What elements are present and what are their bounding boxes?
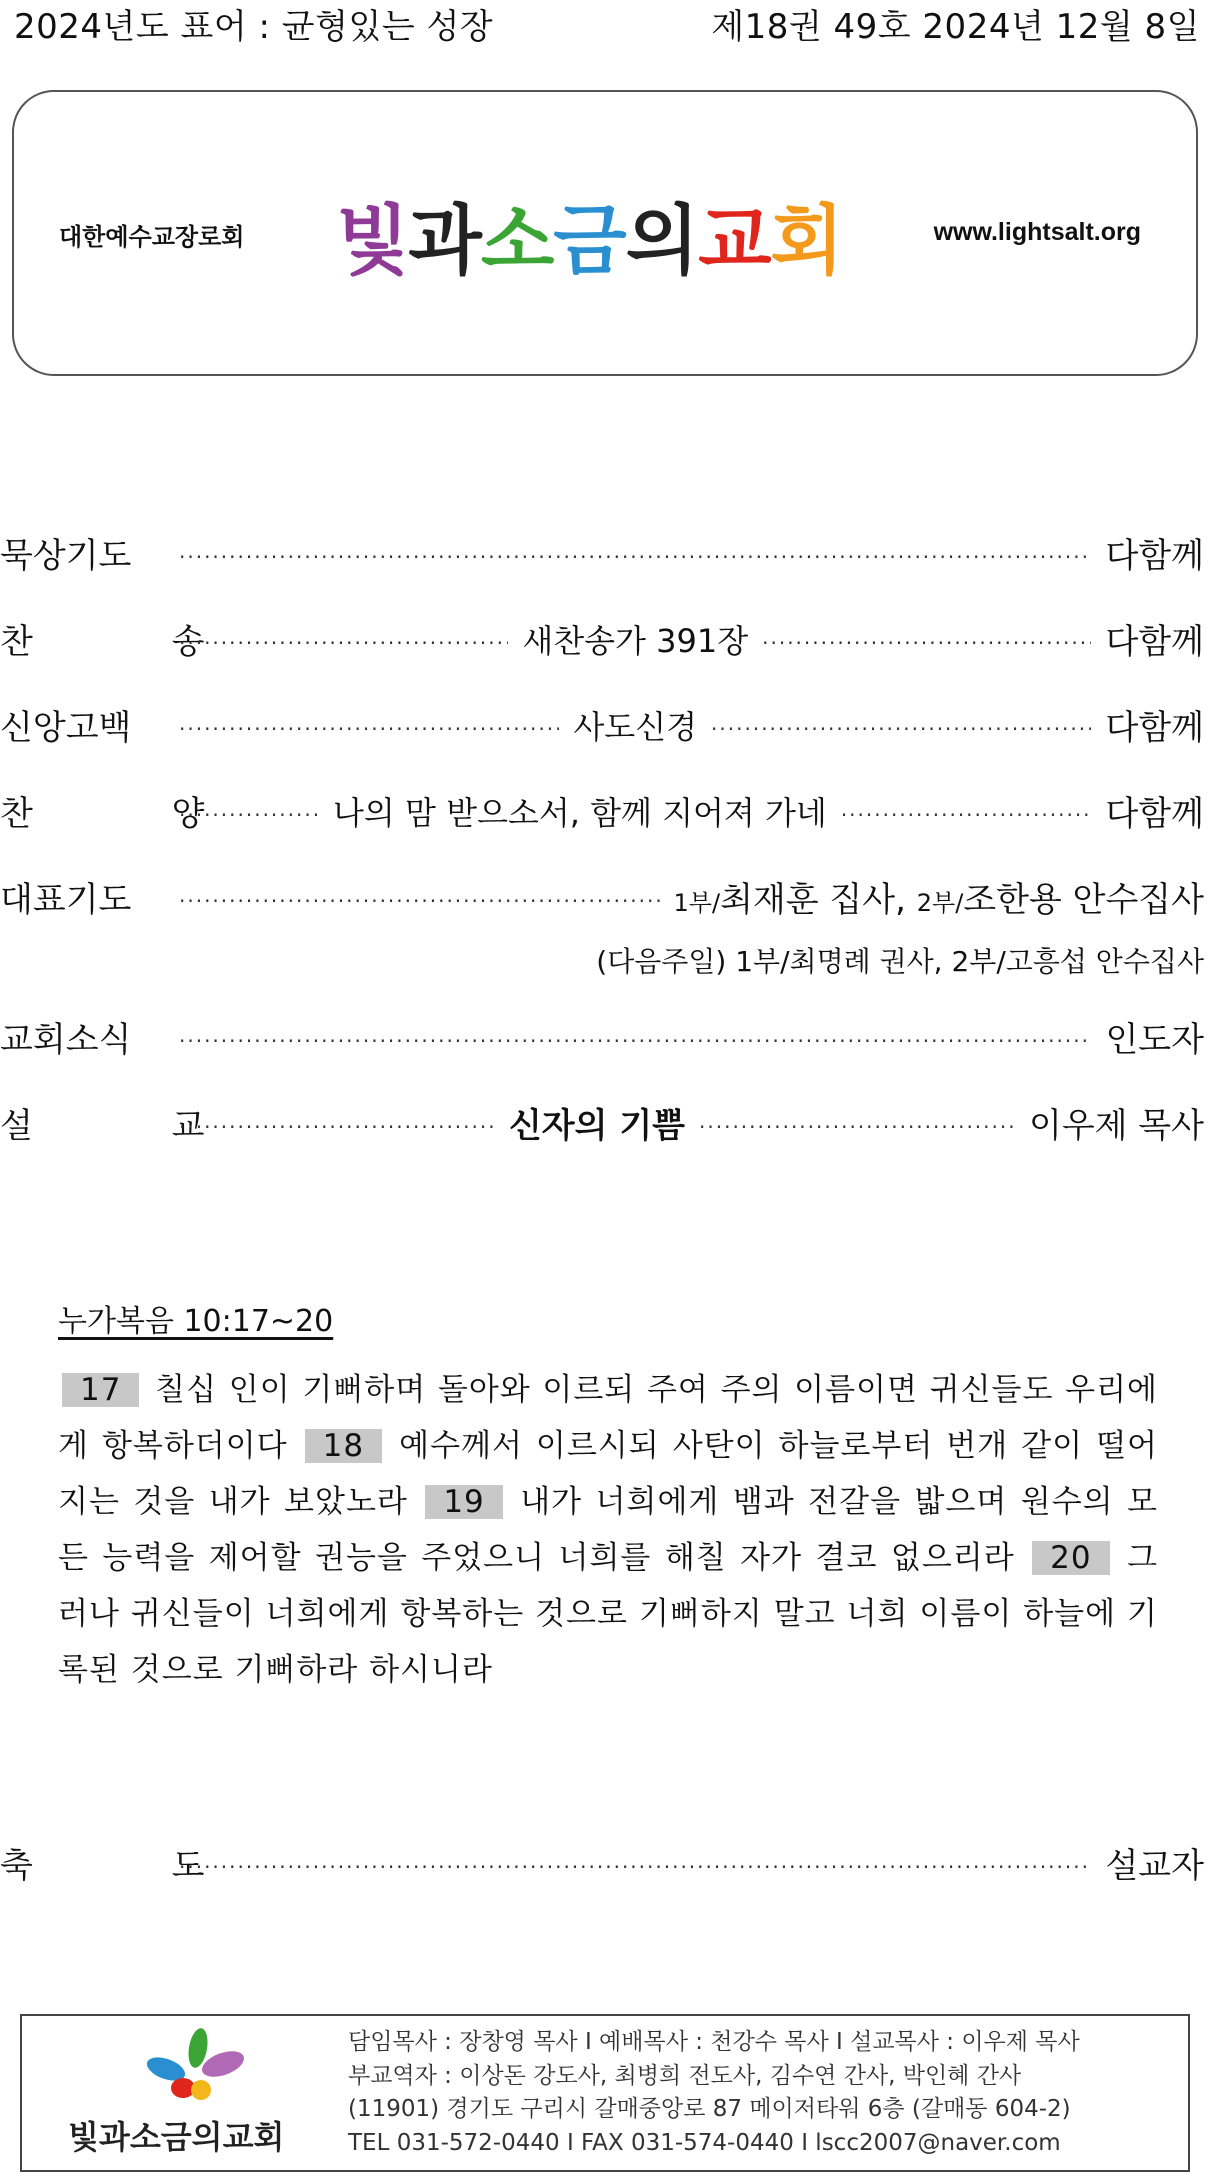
dot-leader (841, 794, 1092, 828)
yearly-motto: 2024년도 표어 : 균형있는 성장 (14, 6, 494, 47)
dot-leader (179, 1020, 1091, 1054)
service-2-prefix: 2부/ (916, 889, 964, 917)
dot-leader (179, 880, 660, 914)
address-line: (11901) 경기도 구리시 갈매중앙로 87 메이저타워 6층 (갈매동 604-2) (348, 2096, 1071, 2122)
order-label: 신앙고백 (0, 708, 132, 748)
issue-info: 제18권 49호 2024년 12월 8일 (711, 6, 1200, 47)
church-logo (58, 2026, 318, 2166)
order-leader: 다함께 (1105, 536, 1204, 576)
order-row-praise (0, 786, 1204, 835)
verse-text: 내가 너희에게 뱀과 전갈을 밟으며 원수의 모든 능력을 제어할 권능을 주었으니 너희를 해칠 자가 결코 없으리라 (58, 1484, 1159, 1576)
order-label: 교회소식 (0, 1020, 132, 1060)
order-item: 새찬송가 391장 (522, 621, 749, 660)
scripture-reference: 누가복음 10:17~20 (58, 1304, 334, 1339)
order-row-silent-prayer (0, 528, 1204, 577)
order-label: 축 도 (0, 1846, 269, 1886)
church-banner (12, 90, 1198, 376)
order-leader (674, 872, 1204, 921)
svg-text:빛과소금의교회: 빛과소금의교회 (68, 2118, 285, 2156)
dot-leader (179, 536, 1091, 570)
sermon-title: 신자의 기쁨 (508, 1106, 686, 1146)
order-leader: 다함께 (1105, 622, 1204, 662)
order-label: 대표기도 (0, 880, 132, 920)
logo-char: 과 (408, 196, 481, 285)
order-leader: 이우제 목사 (1028, 1106, 1204, 1146)
scripture-text (58, 1362, 1158, 1698)
order-item: 사도신경 (573, 707, 698, 746)
verse-number: 17 (62, 1373, 139, 1407)
dot-leader (711, 708, 1091, 742)
denomination-name: 대한예수교장로회 (59, 223, 245, 251)
order-leader: 인도자 (1105, 1020, 1204, 1060)
order-row-announcements (0, 1012, 1204, 1061)
service-2-prayer: 조한용 안수집사 (963, 880, 1204, 920)
church-website: www.lightsalt.org (933, 218, 1141, 246)
verse-number: 18 (305, 1429, 382, 1463)
order-row-representative-prayer (0, 872, 1204, 921)
church-logo-text (336, 180, 843, 289)
order-row-benediction (0, 1838, 1204, 1887)
dot-leader (179, 1106, 495, 1140)
order-leader: 설교자 (1105, 1846, 1204, 1886)
logo-char: 빛 (336, 196, 409, 285)
dot-leader (179, 622, 508, 656)
order-leader: 다함께 (1105, 708, 1204, 748)
staff-line: 부교역자 : 이상돈 강도사, 최병희 전도사, 김수연 간사, 박인혜 간사 (348, 2062, 1022, 2089)
order-row-sermon (0, 1098, 1204, 1147)
verse-text: 예수께서 이르시되 사탄이 하늘로부터 번개 같이 떨어지는 것을 내가 보았노라 (58, 1428, 1158, 1520)
dot-leader (762, 622, 1091, 656)
service-1-prefix: 1부/ (673, 889, 721, 917)
order-label: 찬 양 (0, 794, 269, 834)
verse-number: 19 (425, 1485, 502, 1519)
order-label: 설 교 (0, 1106, 269, 1146)
order-leader: 다함께 (1105, 794, 1204, 834)
pastor-line: 담임목사 : 장창영 목사 I 예배목사 : 천강수 목사 I 설교목사 : 이우제 목사 (348, 2029, 1080, 2055)
verse-number: 20 (1032, 1541, 1109, 1575)
logo-char: 교 (698, 196, 771, 285)
dot-leader (699, 1106, 1015, 1140)
dot-leader (179, 794, 319, 828)
order-row-hymn (0, 614, 1204, 663)
logo-char: 의 (625, 196, 699, 285)
logo-char: 소 (480, 196, 554, 285)
order-item: 나의 맘 받으소서, 함께 지어져 가네 (333, 793, 827, 832)
logo-char: 회 (770, 196, 843, 285)
dot-leader (179, 708, 559, 742)
order-label: 찬 송 (0, 622, 269, 662)
order-label: 묵상기도 (0, 536, 132, 576)
church-footer (20, 2014, 1190, 2172)
dot-leader (179, 1846, 1091, 1880)
service-1-prayer: 최재훈 집사, (720, 880, 906, 920)
verse-text: 그러나 귀신들이 너희에게 항복하는 것으로 기뻐하지 말고 너희 이름이 하늘에 기록된 것으로 기뻐하라 하시니라 (58, 1540, 1159, 1688)
order-row-creed (0, 700, 1204, 749)
verse-text: 칠십 인이 기뻐하며 돌아와 이르되 주여 주의 이름이면 귀신들도 우리에게 항복하더이다 (58, 1372, 1158, 1464)
church-contact-info (348, 2026, 1080, 2160)
next-week-prayer: (다음주일) 1부/최명례 권사, 2부/고흥섭 안수집사 (596, 945, 1204, 978)
logo-char: 금 (553, 196, 626, 285)
petal-logo-icon (58, 2026, 318, 2166)
phone-line: TEL 031-572-0440 I FAX 031-574-0440 I lscc2007@naver.com (348, 2129, 1061, 2156)
bulletin-header (14, 0, 1200, 46)
